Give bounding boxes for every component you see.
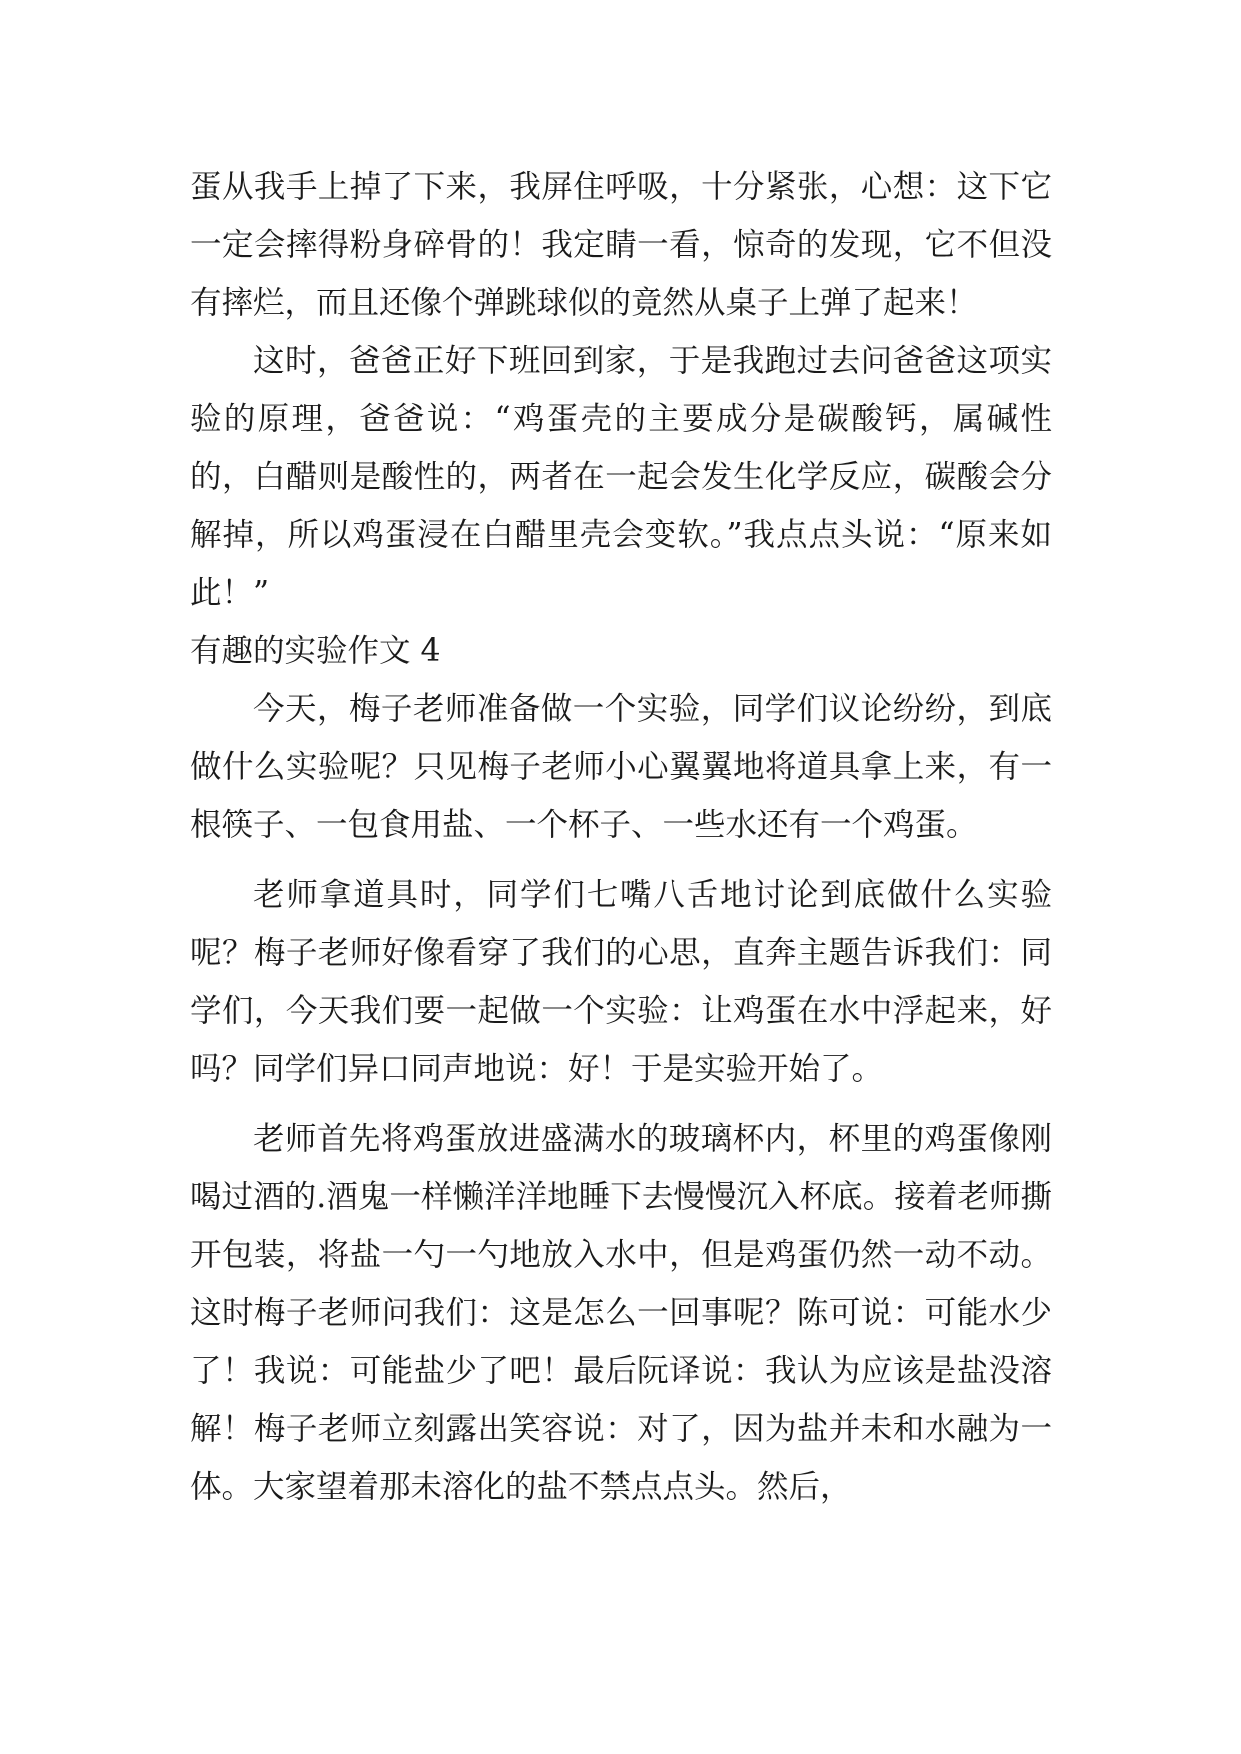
paragraph-4: 老师拿道具时，同学们七嘴八舌地讨论到底做什么实验呢？梅子老师好像看穿了我们的心思，直奔主题告诉我们：同学们，今天我们要一起做一个实验：让鸡蛋在水中浮起来，好吗？同学们异口同声地说：好！于是实验开始了。 xyxy=(190,877,1052,1087)
paragraph-3: 今天，梅子老师准备做一个实验，同学们议论纷纷，到底做什么实验呢？只见梅子老师小心翼翼地将道具拿上来，有一根筷子、一包食用盐、一个杯子、一些水还有一个鸡蛋。 xyxy=(190,691,1052,843)
paragraph-1: 蛋从我手上掉了下来，我屏住呼吸，十分紧张，心想：这下它一定会摔得粉身碎骨的！我定睛一看，惊奇的发现，它不但没有摔烂，而且还像个弹跳球似的竟然从桌子上弹了起来！ xyxy=(190,169,1052,321)
paragraph-5: 老师首先将鸡蛋放进盛满水的玻璃杯内，杯里的鸡蛋像刚喝过酒的.酒鬼一样懒洋洋地睡下去慢慢沉入杯底。接着老师撕开包装，将盐一勺一勺地放入水中，但是鸡蛋仍然一动不动。这时梅子老师问我们：这是怎么一回事呢？陈可说：可能水少了！我说：可能盐少了吧！最后阮译说：我认为应该是盐没溶解！梅子老师立刻露出笑容说：对了，因为盐并未和水融为一体。大家望着那未溶化的盐不禁点点头。然后， xyxy=(190,1121,1052,1505)
document-body xyxy=(190,158,1052,1516)
section-heading: 有趣的实验作文 4 xyxy=(190,633,441,669)
paragraph-2: 这时，爸爸正好下班回到家，于是我跑过去问爸爸这项实验的原理，爸爸说：“鸡蛋壳的主要成分是碳酸钙，属碱性的，白醋则是酸性的，两者在一起会发生化学反应，碳酸会分解掉，所以鸡蛋浸在白醋里壳会变软。”我点点头说：“原来如此！” xyxy=(190,343,1052,611)
